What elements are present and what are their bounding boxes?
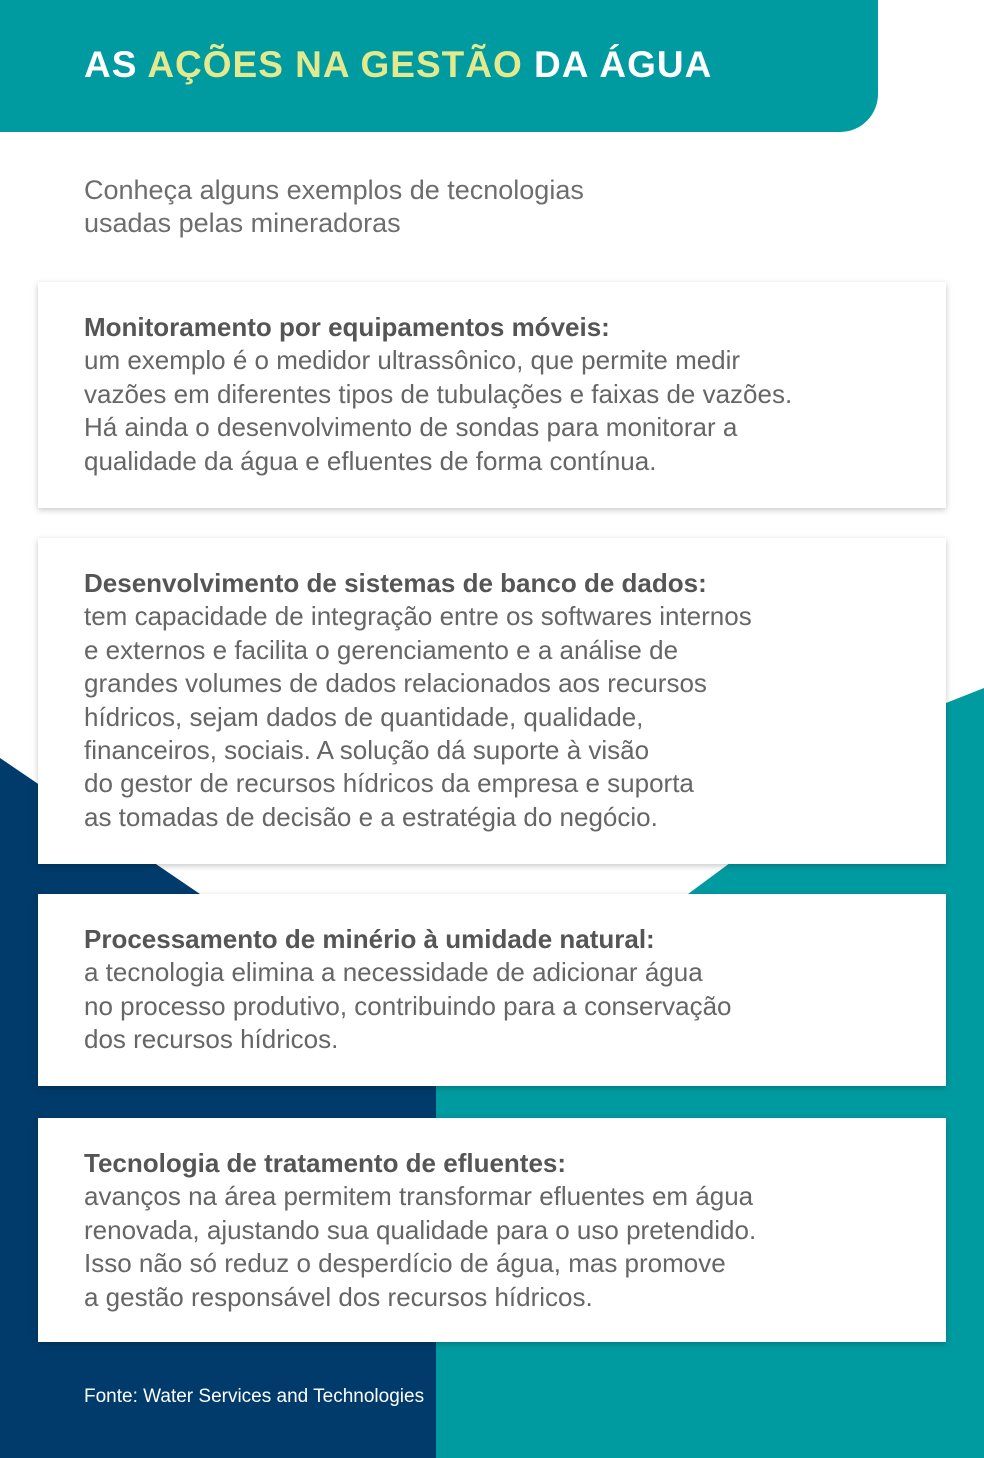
card-ore-processing	[38, 894, 946, 1086]
card-body	[84, 600, 916, 834]
page-title	[84, 44, 712, 86]
card-body	[84, 956, 916, 1056]
card-line: grandes volumes de dados relacionados aos recursos	[84, 668, 707, 699]
card-line: tem capacidade de integração entre os softwares internos	[84, 601, 752, 632]
card-line: um exemplo é o medidor ultrassônico, que permite medir	[84, 345, 741, 376]
card-line: hídricos, sejam dados de quantidade, qualidade,	[84, 701, 644, 732]
card-line: financeiros, sociais. A solução dá suporte à visão	[84, 735, 650, 766]
subtitle-line: Conheça alguns exemplos de tecnologias	[84, 175, 584, 205]
card-line: do gestor de recursos hídricos da empresa e suporta	[84, 768, 694, 799]
card-heading: Desenvolvimento de sistemas de banco de dados:	[84, 568, 707, 598]
card-body	[84, 344, 916, 478]
card-line: avanços na área permitem transformar efluentes em água	[84, 1181, 754, 1212]
card-line: Há ainda o desenvolvimento de sondas para monitorar a	[84, 412, 738, 443]
card-body	[84, 1180, 916, 1314]
header-banner	[0, 0, 878, 132]
subtitle-line: usadas pelas mineradoras	[84, 208, 401, 238]
title-highlight: AÇÕES NA GESTÃO	[147, 44, 523, 85]
subtitle	[84, 174, 724, 240]
title-part-3: DA ÁGUA	[522, 44, 713, 85]
card-mobile-monitoring	[38, 282, 946, 508]
card-heading: Processamento de minério à umidade natural:	[84, 924, 655, 954]
card-line: e externos e facilita o gerenciamento e a análise de	[84, 634, 679, 665]
title-part-1: AS	[84, 44, 148, 85]
card-line: Isso não só reduz o desperdício de água, mas promove	[84, 1248, 726, 1279]
card-line: qualidade da água e efluentes de forma contínua.	[84, 445, 657, 476]
card-line: vazões em diferentes tipos de tubulações e faixas de vazões.	[84, 378, 793, 409]
card-line: a tecnologia elimina a necessidade de adicionar água	[84, 957, 703, 988]
source-note: Fonte: Water Services and Technologies	[84, 1386, 425, 1407]
card-line: renovada, ajustando sua qualidade para o uso pretendido.	[84, 1214, 757, 1245]
card-line: a gestão responsável dos recursos hídricos.	[84, 1281, 593, 1312]
card-heading: Tecnologia de tratamento de efluentes:	[84, 1148, 567, 1178]
card-line: dos recursos hídricos.	[84, 1024, 339, 1055]
card-effluent-treatment	[38, 1118, 946, 1342]
card-line: no processo produtivo, contribuindo para a conservação	[84, 990, 732, 1021]
card-heading: Monitoramento por equipamentos móveis:	[84, 312, 610, 342]
card-line: as tomadas de decisão e a estratégia do negócio.	[84, 801, 658, 832]
card-database-systems	[38, 538, 946, 864]
